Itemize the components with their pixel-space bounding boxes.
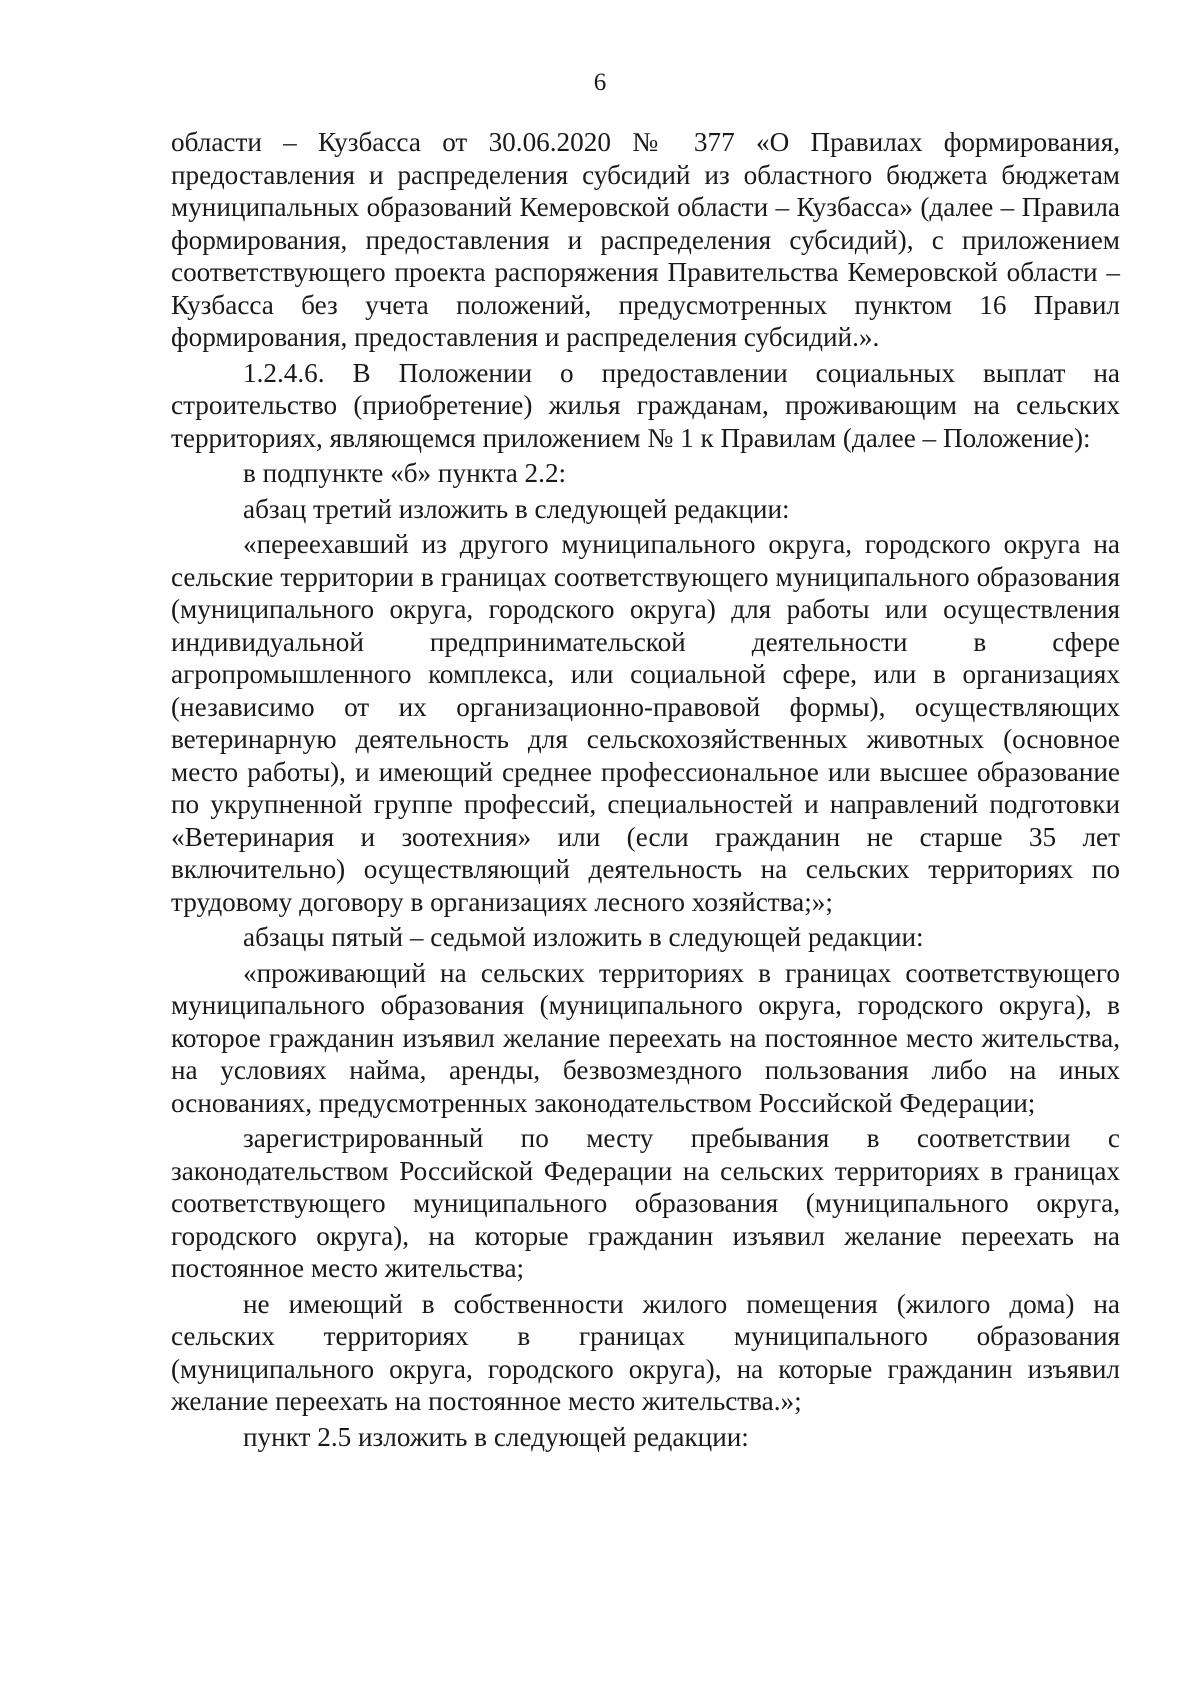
paragraph-quote-relocated: «переехавший из другого муниципального округа, городского округа на сельские территории в границах соответствующего муниципального образования (муниципального округа, городского округа) для работы или осуществления индивидуальной предпринимательской деятельности в сфере агропромышленного комплекса, или социальной сфере, или в организациях (независимо от их организационно-правовой формы), осуществляющих ветеринарную деятельность для сельскохозяйственных животных (основное место работы), и имеющий среднее профессиональное или высшее образование по укрупненной группе профессий, специальностей и направлений подготовки «Ветеринария и зоотехния» или (если гражданин не старше 35 лет включительно) осуществляющий деятельность на сельских территориях по трудовому договору в организациях лесного хозяйства;»; [171,529,1120,917]
document-body [171,126,1120,1453]
paragraph-amend-third: абзац третий изложить в следующей редакции: [243,493,790,524]
paragraph-quote-residing: «проживающий на сельских территориях в границах соответствующего муниципального образования (муниципального округа, городского округа), в которое гражданин изъявил желание переехать на постоянное место жительства, на условиях найма, аренды, безвозмездного пользования либо на иных основаниях, предусмотренных законодательством Российской Федерации; [171,957,1120,1118]
paragraph-clause-1-2-4-6: 1.2.4.6. В Положении о предоставлении социальных выплат на строительство (приобретение) жилья гражданам, проживающим на сельских территориях, являющемся приложением № 1 к Правилам (далее – Положение): [171,357,1120,453]
paragraph-clause-2-5: пункт 2.5 изложить в следующей редакции: [243,1421,749,1452]
paragraph-continuation: области – Кузбасса от 30.06.2020 № 377 «О Правилах формирования, предоставления и распределения субсидий из областного бюджета бюджетам муниципальных образований Кемеровской области – Кузбасса» (далее – Правила формирования, предоставления и распределения субсидий), с приложением соответствующего проекта распоряжения Правительства Кемеровской области – Кузбасса без учета положений, предусмотренных пунктом 16 Правил формирования, предоставления и распределения субсидий.». [171,127,1120,352]
paragraph-no-property: не имеющий в собственности жилого помещения (жилого дома) на сельских территориях в границах муниципального образования (муниципального округа, городского округа), на которые гражданин изъявил желание переехать на постоянное место жительства.»; [171,1288,1120,1416]
paragraph-amend-fifth-seventh: абзацы пятый – седьмой изложить в следующей редакции: [243,922,924,952]
paragraph-registered: зарегистрированный по месту пребывания в соответствии с законодательством Российской Федерации на сельских территориях в границах соответствующего муниципального образования (муниципального округа, городского округа), на которые гражданин изъявил желание переехать на постоянное место жительства; [171,1123,1120,1283]
page-number: 6 [593,69,607,96]
paragraph-subclause-b: в подпункте «б» пункта 2.2: [243,458,567,488]
